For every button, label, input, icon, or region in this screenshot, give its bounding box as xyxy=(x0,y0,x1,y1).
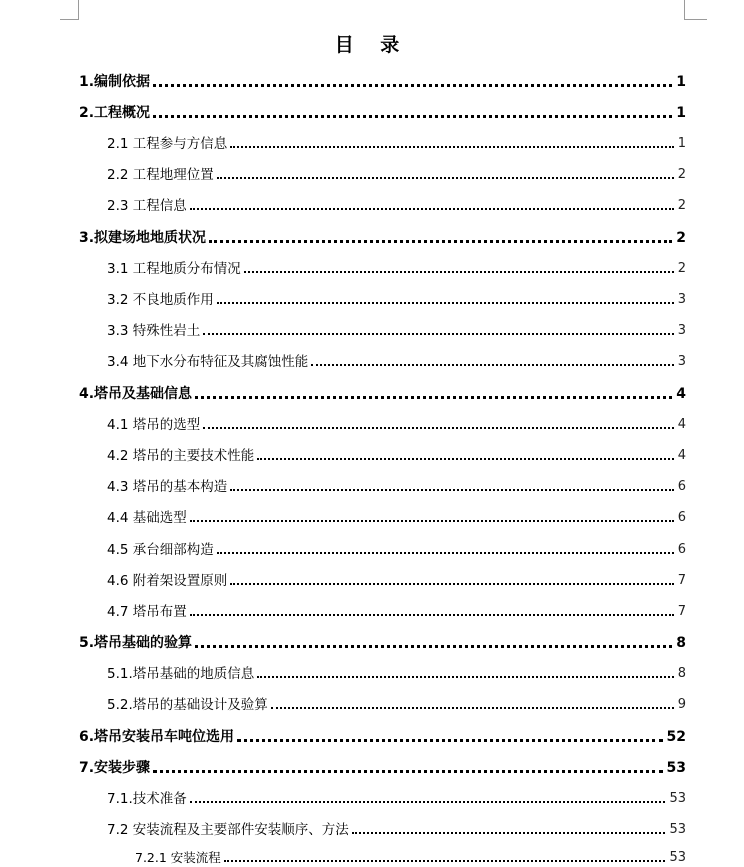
toc-entry-label: 7.2 安装流程及主要部件安装顺序、方法 xyxy=(107,822,349,838)
toc-entry-label: 7.安装步骤 xyxy=(79,760,151,776)
toc-entry[interactable] xyxy=(79,753,686,777)
toc-entry-label: 3.2 不良地质作用 xyxy=(107,292,214,308)
toc-entry-page-number: 52 xyxy=(666,729,686,745)
toc-entry-label: 3.3 特殊性岩土 xyxy=(107,323,201,339)
page-corner-mark-left xyxy=(60,0,79,20)
toc-entry-label: 6.塔吊安装吊车吨位选用 xyxy=(79,729,235,745)
toc-entry-page-number: 2 xyxy=(676,230,686,246)
toc-entry-page-number: 2 xyxy=(677,261,686,276)
toc-entry-page-number: 2 xyxy=(677,167,686,182)
toc-dot-leader xyxy=(224,860,666,862)
toc-entry-label: 3.1 工程地质分布情况 xyxy=(107,261,241,277)
toc-entry-page-number: 1 xyxy=(676,105,686,121)
toc-entry[interactable] xyxy=(107,784,686,808)
toc-entry-label: 4.4 基础选型 xyxy=(107,510,187,526)
toc-entry[interactable] xyxy=(79,628,686,652)
toc-dot-leader xyxy=(195,645,672,648)
toc-dot-leader xyxy=(230,583,673,585)
toc-entry[interactable] xyxy=(107,316,686,340)
toc-entry-page-number: 3 xyxy=(677,354,686,369)
toc-entry[interactable] xyxy=(79,379,686,403)
toc-entry[interactable] xyxy=(107,191,686,215)
page-corner-mark-right xyxy=(684,0,707,20)
toc-entry-label: 4.7 塔吊布置 xyxy=(107,604,187,620)
toc-entry[interactable] xyxy=(107,410,686,434)
toc-entry-page-number: 53 xyxy=(666,760,686,776)
toc-entry[interactable] xyxy=(107,160,686,184)
toc-dot-leader xyxy=(190,208,674,210)
toc-dot-leader xyxy=(203,333,673,335)
toc-entry-page-number: 2 xyxy=(677,198,686,213)
toc-entry-page-number: 6 xyxy=(677,510,686,525)
toc-entry[interactable] xyxy=(107,659,686,683)
toc-dot-leader xyxy=(271,707,674,709)
toc-dot-leader xyxy=(190,614,674,616)
toc-entry[interactable] xyxy=(107,285,686,309)
toc-dot-leader xyxy=(230,146,673,148)
toc-entry-page-number: 4 xyxy=(676,386,686,402)
toc-dot-leader xyxy=(153,115,672,118)
toc-entry-page-number: 8 xyxy=(677,666,686,681)
toc-entry[interactable] xyxy=(79,98,686,122)
toc-entry-label: 2.工程概况 xyxy=(79,105,151,121)
toc-entry-label: 3.拟建场地地质状况 xyxy=(79,230,207,246)
toc-entry-label: 5.1.塔吊基础的地质信息 xyxy=(107,666,255,682)
toc-entry-label: 4.2 塔吊的主要技术性能 xyxy=(107,448,255,464)
toc-entry-label: 5.塔吊基础的验算 xyxy=(79,635,193,651)
toc-dot-leader xyxy=(217,552,674,554)
toc-entry-label: 4.塔吊及基础信息 xyxy=(79,386,193,402)
toc-title: 目 录 xyxy=(334,34,410,56)
toc-entry[interactable] xyxy=(107,815,686,839)
toc-entry-label: 4.5 承台细部构造 xyxy=(107,542,214,558)
toc-entry-label: 3.4 地下水分布特征及其腐蚀性能 xyxy=(107,354,309,370)
toc-entry-label: 5.2.塔吊的基础设计及验算 xyxy=(107,697,268,713)
toc-dot-leader xyxy=(209,240,672,243)
toc-entry[interactable] xyxy=(107,690,686,714)
toc-entry[interactable] xyxy=(107,597,686,621)
toc-dot-leader xyxy=(203,427,673,429)
toc-dot-leader xyxy=(257,458,673,460)
toc-dot-leader xyxy=(190,520,674,522)
toc-entry-page-number: 9 xyxy=(677,697,686,712)
toc-dot-leader xyxy=(237,739,662,742)
toc-entry-label: 2.2 工程地理位置 xyxy=(107,167,214,183)
toc-dot-leader xyxy=(244,271,674,273)
toc-entry[interactable] xyxy=(107,503,686,527)
toc-entry[interactable] xyxy=(135,843,686,867)
toc-entry-page-number: 53 xyxy=(669,850,686,865)
toc-entry[interactable] xyxy=(79,67,686,91)
toc-entry-label: 7.2.1 安装流程 xyxy=(135,850,221,865)
toc-entry-page-number: 3 xyxy=(677,292,686,307)
toc-entry-page-number: 53 xyxy=(669,791,686,806)
toc-dot-leader xyxy=(195,396,672,399)
toc-entry-label: 2.1 工程参与方信息 xyxy=(107,136,228,152)
toc-entry-page-number: 1 xyxy=(677,136,686,151)
toc-entry[interactable] xyxy=(79,722,686,746)
toc-entry[interactable] xyxy=(107,347,686,371)
toc-entry[interactable] xyxy=(107,566,686,590)
toc-dot-leader xyxy=(217,302,674,304)
toc-entry-label: 4.3 塔吊的基本构造 xyxy=(107,479,228,495)
toc-entry-page-number: 3 xyxy=(677,323,686,338)
toc-entry-page-number: 6 xyxy=(677,542,686,557)
toc-entry[interactable] xyxy=(107,441,686,465)
toc-entry-page-number: 4 xyxy=(677,417,686,432)
toc-entry-page-number: 7 xyxy=(677,573,686,588)
toc-entry[interactable] xyxy=(107,129,686,153)
toc-dot-leader xyxy=(190,801,666,803)
toc-entry-label: 2.3 工程信息 xyxy=(107,198,187,214)
toc-entry[interactable] xyxy=(107,472,686,496)
toc-entry-label: 4.1 塔吊的选型 xyxy=(107,417,201,433)
toc-entry-label: 4.6 附着架设置原则 xyxy=(107,573,228,589)
toc-entry[interactable] xyxy=(107,535,686,559)
toc-dot-leader xyxy=(352,832,666,834)
toc-dot-leader xyxy=(217,177,674,179)
toc-dot-leader xyxy=(257,676,673,678)
toc-entry-page-number: 8 xyxy=(676,635,686,651)
toc-entry-page-number: 1 xyxy=(676,74,686,90)
toc-dot-leader xyxy=(230,489,673,491)
toc-entry-page-number: 7 xyxy=(677,604,686,619)
toc-dot-leader xyxy=(153,770,662,773)
toc-entry[interactable] xyxy=(107,254,686,278)
toc-entry[interactable] xyxy=(79,223,686,247)
toc-entry-label: 1.编制依据 xyxy=(79,74,151,90)
toc-entry-page-number: 4 xyxy=(677,448,686,463)
toc-dot-leader xyxy=(153,84,672,87)
toc-dot-leader xyxy=(311,364,673,366)
toc-entry-page-number: 6 xyxy=(677,479,686,494)
toc-entry-page-number: 53 xyxy=(669,822,686,837)
toc-entry-label: 7.1.技术准备 xyxy=(107,791,187,807)
